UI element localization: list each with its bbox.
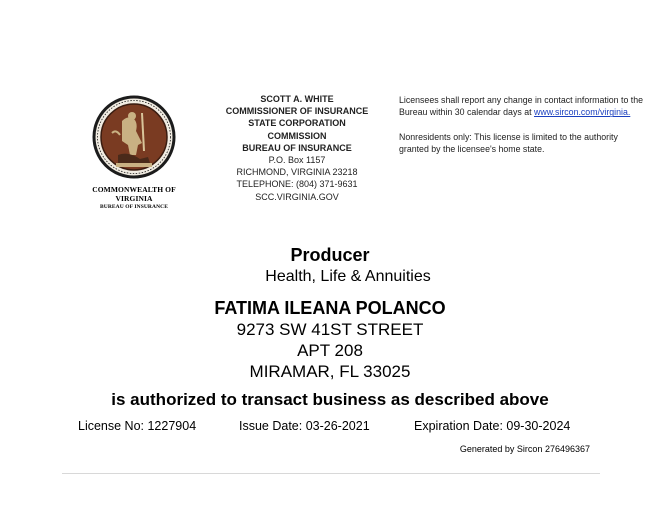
- commissioner-block: [222, 93, 372, 203]
- holder-name: FATIMA ILEANA POLANCO: [214, 298, 446, 318]
- virginia-seal-icon: [82, 93, 186, 181]
- bureau-name: BUREAU OF INSURANCE: [242, 142, 352, 153]
- corporation-line1: STATE CORPORATION: [248, 118, 346, 129]
- license-lines: Health, Life & Annuities: [265, 268, 431, 285]
- bureau-seal-block: [82, 93, 186, 212]
- po-box: P.O. Box 1157: [268, 155, 326, 166]
- seal-caption: [82, 186, 186, 212]
- authorization-statement: is authorized to transact business as described above: [111, 390, 549, 409]
- license-type: Producer: [290, 245, 370, 265]
- generated-by: Generated by Sircon 276496367: [459, 444, 590, 454]
- sircon-link[interactable]: www.sircon.com/virginia.: [533, 107, 631, 118]
- bureau-phone: TELEPHONE: (804) 371-9631: [236, 179, 358, 190]
- report-notice-text: Licensees shall report any change in contact information to the Bureau within 30 calendar days at: [399, 95, 644, 118]
- report-notice: [399, 94, 649, 119]
- seal-caption-line1: COMMONWEALTH OF: [92, 185, 176, 194]
- seal-caption-line3: BUREAU OF INSURANCE: [99, 204, 168, 210]
- seal-caption-line2: VIRGINIA: [115, 193, 153, 203]
- commissioner-title: COMMISSIONER OF INSURANCE: [225, 106, 369, 117]
- holder-address-line3: MIRAMAR, FL 33025: [249, 362, 411, 381]
- divider: [62, 473, 600, 474]
- holder-address-line2: APT 208: [297, 341, 363, 360]
- licensee-notes: [399, 94, 649, 155]
- issue-date: Issue Date: 03-26-2021: [239, 419, 370, 433]
- nonresident-notice: Nonresidents only: This license is limited to the authority granted by the licensee's home state.: [399, 131, 618, 154]
- bureau-city: RICHMOND, VIRGINIA 23218: [236, 167, 358, 178]
- holder-address-line1: 9273 SW 41ST STREET: [236, 320, 424, 339]
- bureau-website: SCC.VIRGINIA.GOV: [255, 191, 339, 202]
- commissioner-name: SCOTT A. WHITE: [260, 94, 334, 104]
- corporation-line2: COMMISSION: [267, 130, 327, 141]
- expiration-date: Expiration Date: 09-30-2024: [414, 419, 571, 433]
- license-number: License No: 1227904: [78, 419, 197, 433]
